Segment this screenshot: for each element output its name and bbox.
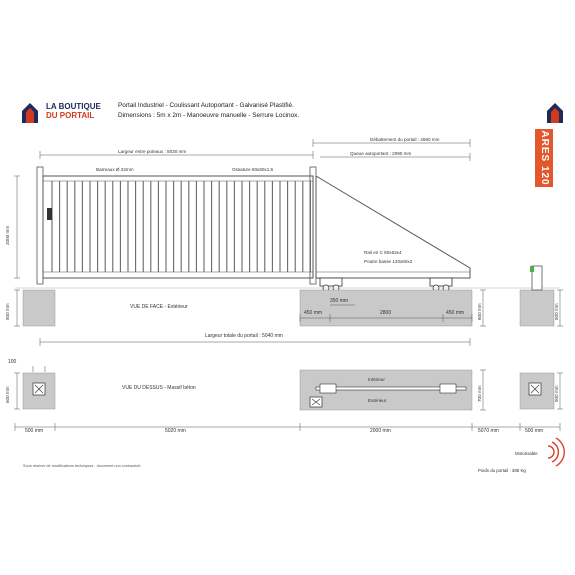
- label-rail: Rail en C 80x63x4: [364, 250, 402, 255]
- brand-line2: DU PORTAIL: [46, 111, 95, 120]
- label-barreaux: Barreaux Ø 22mm: [96, 167, 134, 172]
- label-passage: Largeur entre poteaux : 5030 mm: [118, 149, 187, 154]
- portal-weight: Poids du portail : 385 Kg: [478, 468, 526, 473]
- label-ossature: Ossature 60x60x1.5: [232, 167, 274, 172]
- dim-450-left: 450 mm: [304, 310, 323, 316]
- bottom-dim-1: 500 mm: [25, 428, 44, 434]
- caption-front: VUE DE FACE - Extérieur: [130, 304, 188, 310]
- bottom-dim-4: 5070 mm: [478, 428, 499, 434]
- dim-right-500: 500 mm: [554, 303, 559, 320]
- top-dim-500: 500 mm: [5, 386, 10, 403]
- bottom-dim-2: 5020 mm: [165, 428, 186, 434]
- signal-label: Motorisable: [515, 451, 538, 456]
- caption-top: VUE DU DESSUS - Massif béton: [122, 385, 196, 391]
- product-dimensions: Dimensions : 5m x 2m - Manoeuvre manuelle - Serrure Locinox.: [118, 112, 300, 119]
- dim-350: 350 mm: [330, 298, 349, 304]
- top-dim-100: 100: [8, 359, 17, 365]
- footer-note: Sous réserve de modifications techniques - document non contractuel.: [23, 464, 142, 468]
- gate-front-view: [15, 167, 560, 291]
- product-title: Portail Industriel - Coulissant Autoportant - Galvanisé Plastifié.: [118, 102, 294, 109]
- label-interieur: Intérieur: [368, 377, 385, 382]
- label-exterieur: Extérieur: [368, 398, 387, 403]
- label-poutre: Poutre basse 120x60x2: [364, 259, 413, 264]
- total-width: Largeur totale du portail : 5040 mm: [205, 333, 283, 339]
- signal-waves-icon: [548, 438, 564, 466]
- label-height: 2000 mm: [5, 225, 10, 245]
- label-queue: Queue autoportant : 2090 mm: [350, 151, 412, 156]
- brand-line1: LA BOUTIQUE: [46, 102, 101, 111]
- label-base: 500 mm: [5, 303, 10, 320]
- top-dim-right: 500 mm: [554, 385, 559, 402]
- dim-2800: 2800: [380, 310, 392, 316]
- dim-450-right: 450 mm: [446, 310, 465, 316]
- bottom-dim-3: 2000 mm: [370, 428, 391, 434]
- dim-600: 600 mm: [477, 303, 482, 320]
- top-dim-700: 700 mm: [477, 385, 482, 402]
- concrete-front: [23, 290, 554, 326]
- model-label: ARES 120: [539, 130, 550, 186]
- bottom-dim-5: 500 mm: [525, 428, 544, 434]
- label-debord: Débattement du portail : 4590 mm: [370, 137, 440, 142]
